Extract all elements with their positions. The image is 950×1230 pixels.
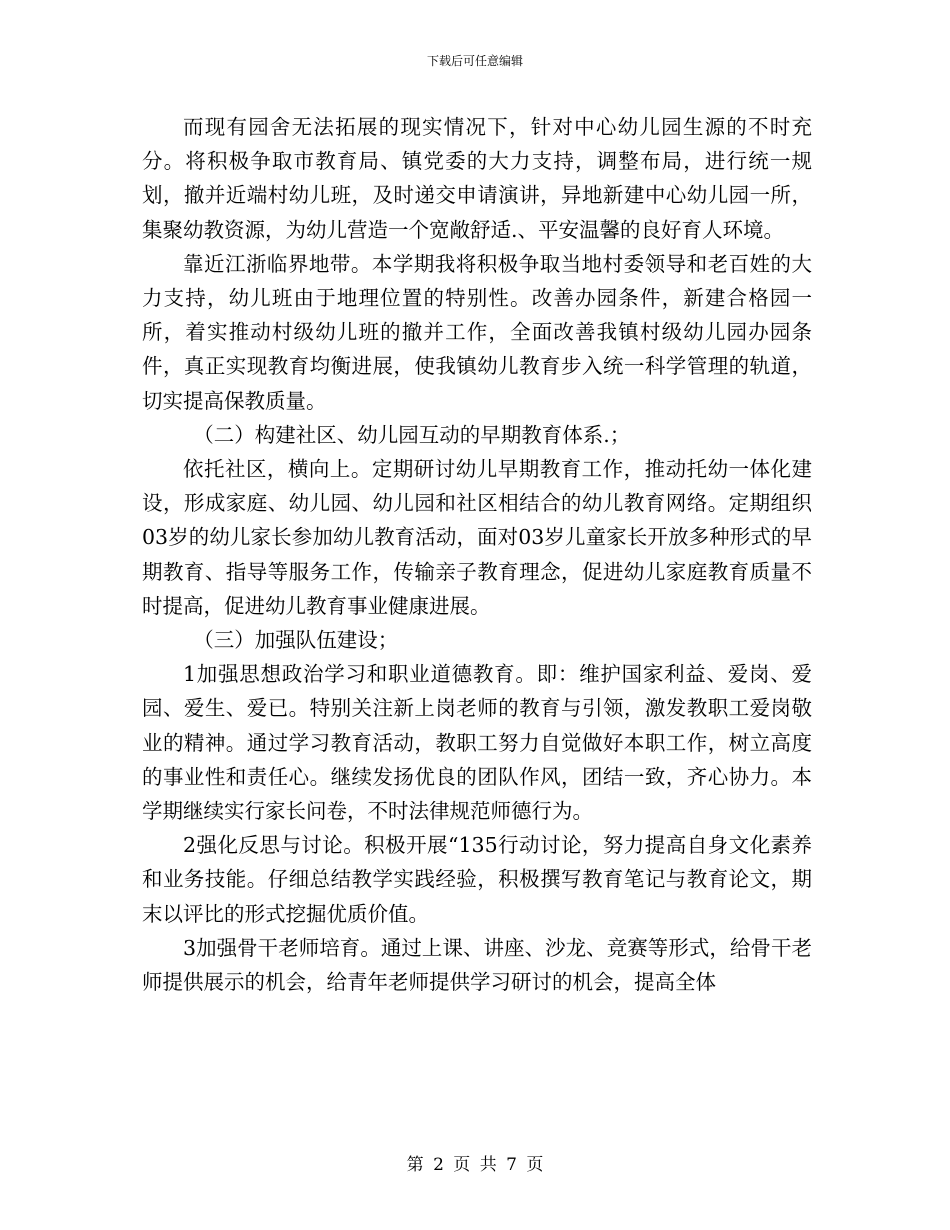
page-header: 下载后可任意编辑 (426, 54, 523, 68)
document-body (142, 110, 812, 999)
paragraph: 1加强思想政治学习和职业道德教育。即：维护国家利益、爱岗、爱园、爱生、爱已。特别关注新上岗老师的教育与引领，激发教职工爱岗敬业的精神。通过学习教育活动，教职工努力自觉做好本职工作，树立高度的事业性和责任心。继续发扬优良的团队作风，团结一致，齐心协力。本学期继续实行家长问卷，不时法律规范师德行为。 (142, 662, 812, 824)
paragraph: 而现有园舍无法拓展的现实情况下，针对中心幼儿园生源的不时充分。将积极争取市教育局、镇党委的大力支持，调整布局，进行统一规划，撤并近端村幼儿班，及时递交申请演讲，异地新建中心幼儿园一所，集聚幼教资源，为幼儿营造一个宽敞舒适.、平安温馨的良好育人环境。 (142, 115, 812, 242)
paragraph: 依托社区，横向上。定期研讨幼儿早期教育工作，推动托幼一体化建设，形成家庭、幼儿园、幼儿园和社区相结合的幼儿教育网络。定期组织03岁的幼儿家长参加幼儿教育活动，面对03岁儿童家长开放多种形式的早期教育、指导等服务工作，传输亲子教育理念，促进幼儿家庭教育质量不时提高，促进幼儿教育事业健康进展。 (142, 457, 812, 618)
paragraph: 2强化反思与讨论。积极开展“135行动讨论，努力提高自身文化素养和业务技能。仔细总结教学实践经验，积极撰写教育笔记与教育论文，期末以评比的形式挖掘优质价值。 (142, 833, 812, 926)
paragraph: 靠近江浙临界地带。本学期我将积极争取当地村委领导和老百姓的大力支持，幼儿班由于地理位置的特别性。改善办园条件，新建合格园一所，着实推动村级幼儿班的撤并工作，全面改善我镇村级幼儿园办园条件，真正实现教育均衡进展，使我镇幼儿教育步入统一科学管理的轨道，切实提高保教质量。 (142, 251, 812, 413)
page-number-footer: 第 2 页 共 7 页 (406, 1155, 544, 1175)
section-heading: （二）构建社区、幼儿园互动的早期教育体系.； (193, 422, 631, 447)
paragraph: 3加强骨干老师培育。通过上课、讲座、沙龙、竞赛等形式，给骨干老师提供展示的机会，给青年老师提供学习研讨的机会，提高全体 (142, 935, 812, 995)
section-heading: （三）加强队伍建设； (193, 628, 399, 653)
